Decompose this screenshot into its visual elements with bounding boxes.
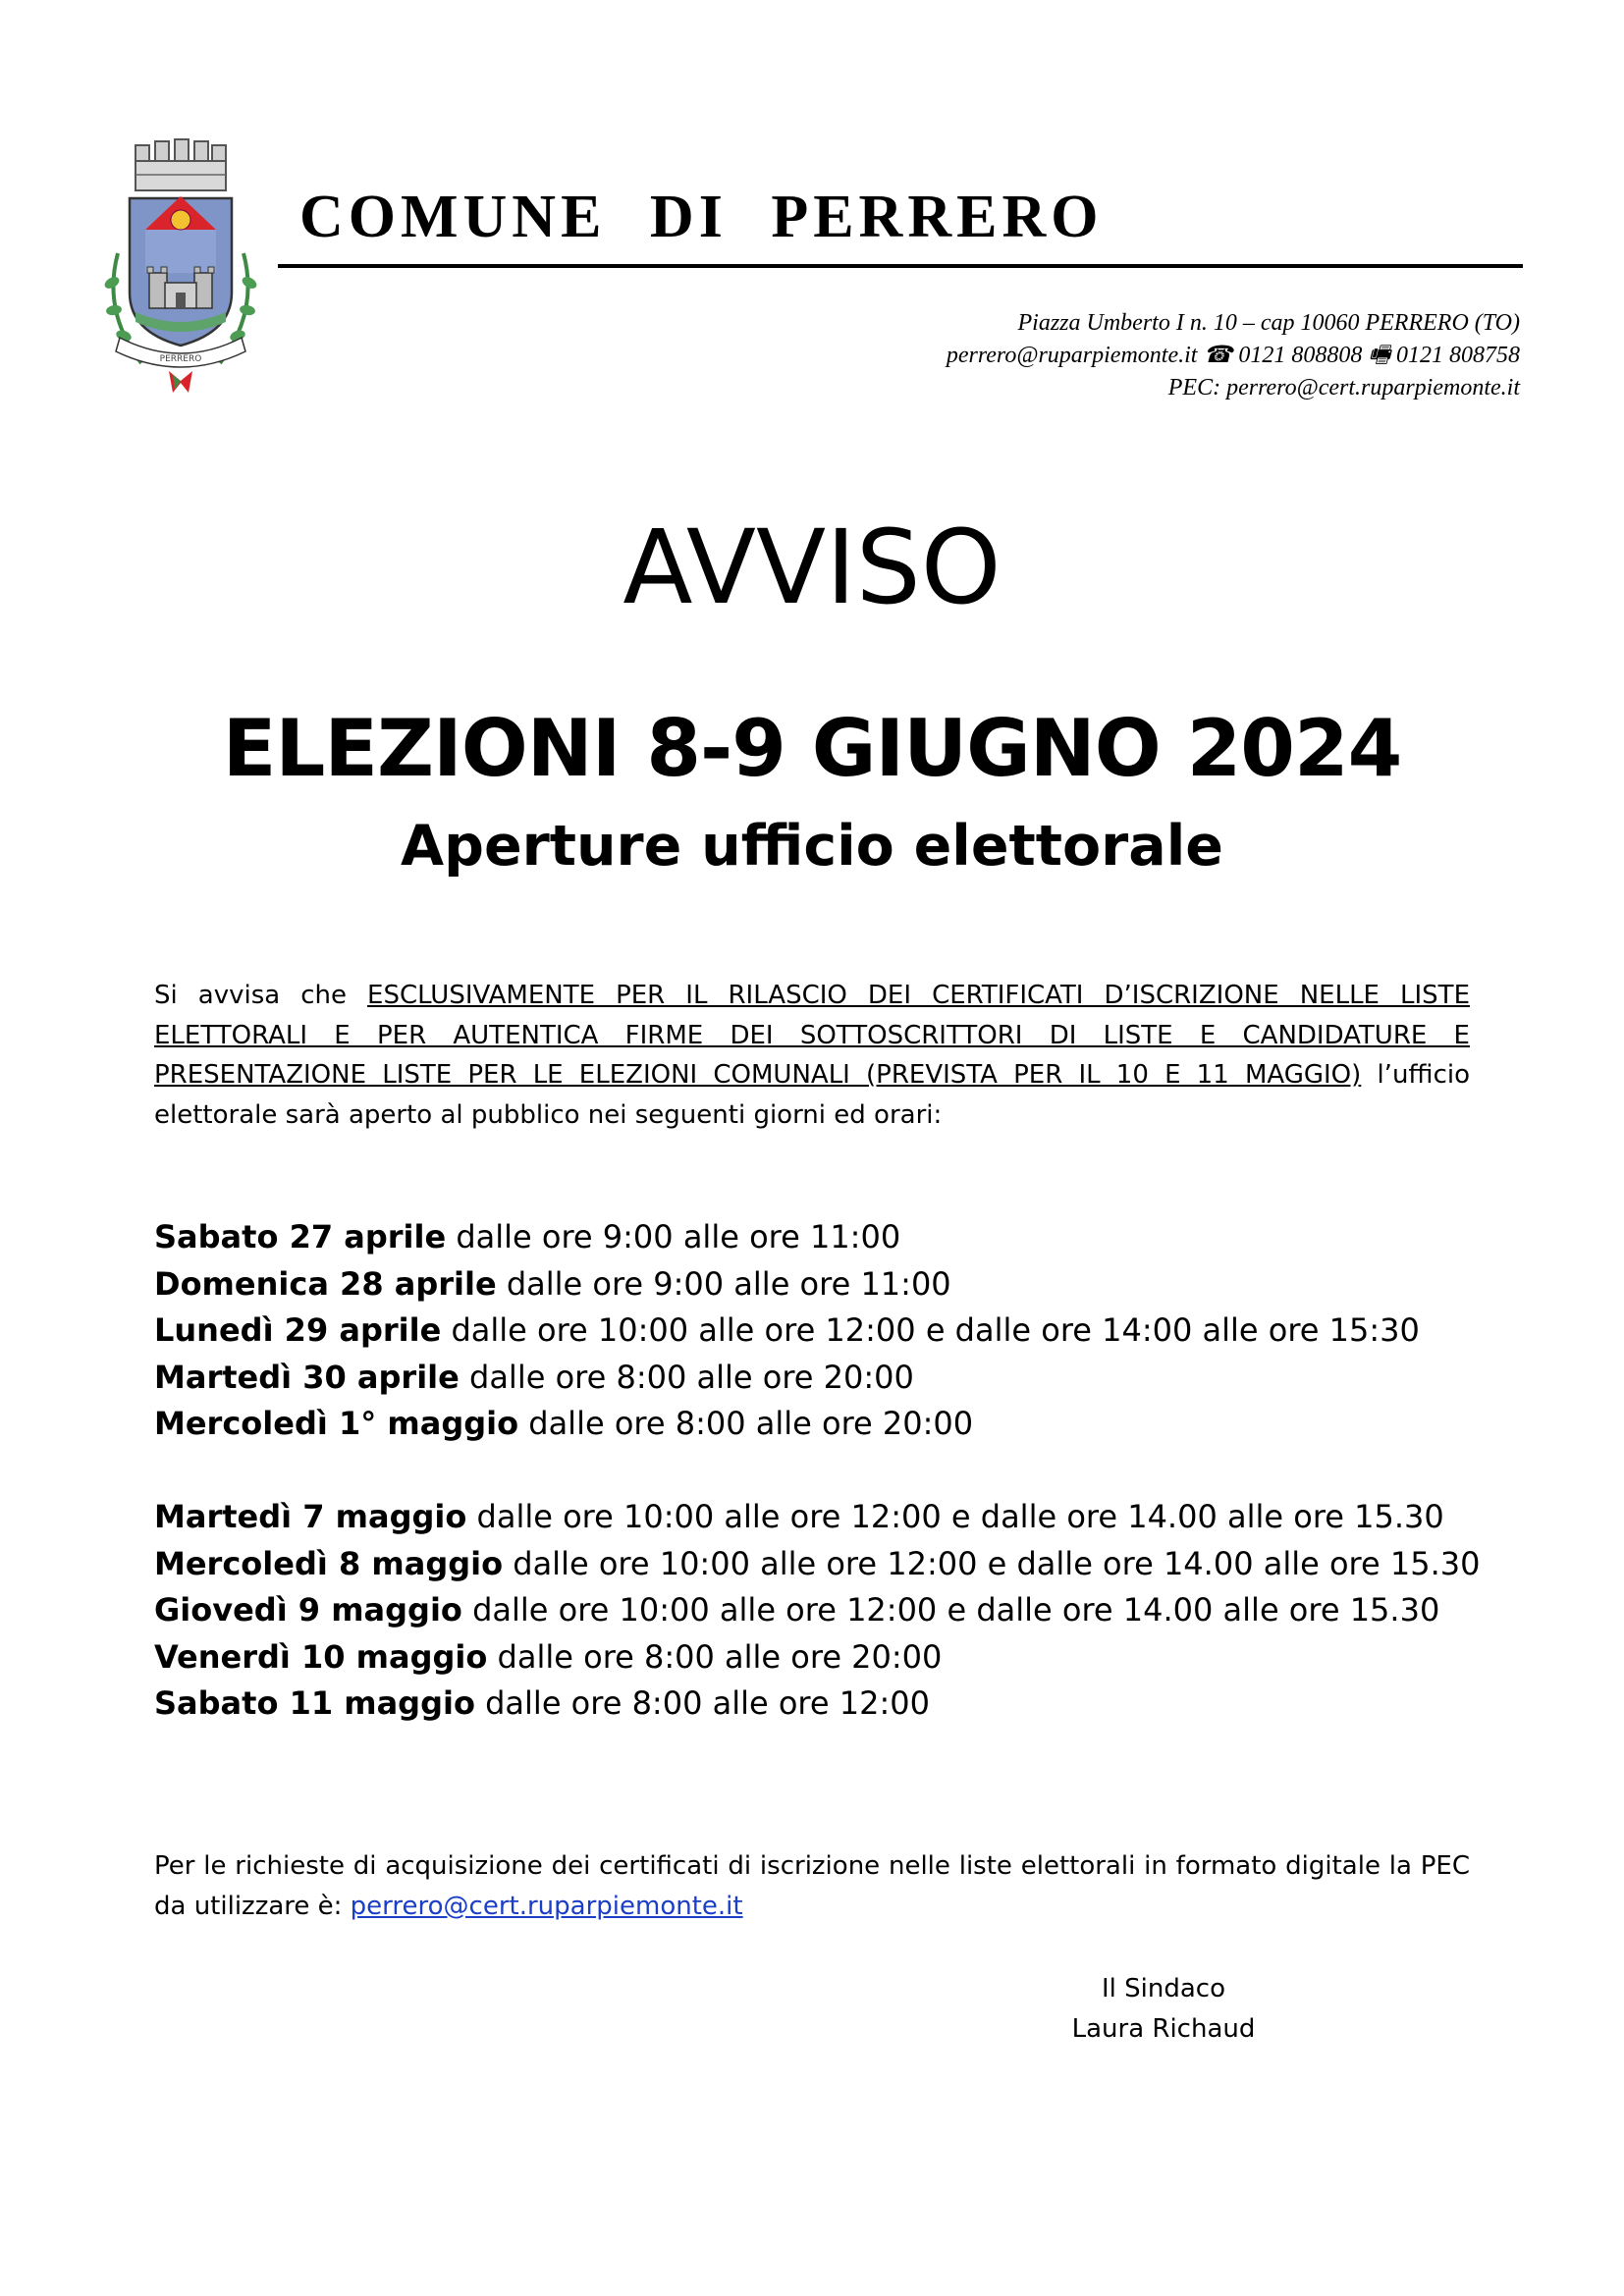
phone-icon: ☎ (1203, 343, 1233, 368)
schedule-day: Lunedì 29 aprile (154, 1311, 442, 1349)
election-headline: ELEZIONI 8-9 GIUGNO 2024 (222, 703, 1402, 794)
fax-number: 0121 808758 (1396, 343, 1520, 368)
pec-note-paragraph (154, 1846, 1470, 1927)
office-opening-subheadline: Aperture ufficio elettorale (401, 814, 1223, 879)
opening-schedule (154, 1214, 1548, 1728)
fax-icon: 🖷 (1368, 343, 1390, 368)
comune-title: COMUNE DI PERRERO (299, 184, 1104, 250)
schedule-row (154, 1634, 1548, 1682)
signature-name: Laura Richaud (1071, 2014, 1256, 2044)
phone-number: 0121 808808 (1238, 343, 1363, 368)
schedule-day: Mercoledì 1° maggio (154, 1405, 519, 1442)
schedule-row (154, 1214, 1548, 1261)
contact-line (636, 340, 1520, 372)
title-divider (278, 264, 1523, 268)
intro-underlined-text: ESCLUSIVAMENTE PER IL RILASCIO DEI CERTIFICATI D’ISCRIZIONE NELLE LISTE ELETTORALI E PER AUTENTICA FIRME DEI SOTTOSCRITTORI DI LISTE E CANDIDATURE E PRESENTAZIONE LISTE PER LE ELEZIONI COMUNALI (PREVISTA PER IL 10 E 11 MAGGIO) (154, 981, 1470, 1090)
schedule-group-gap (154, 1448, 1548, 1495)
signature-role: Il Sindaco (1101, 1974, 1225, 2003)
schedule-hours: dalle ore 8:00 alle ore 12:00 (474, 1684, 930, 1722)
schedule-hours: dalle ore 10:00 alle ore 12:00 e dalle ore 14.00 alle ore 15.30 (503, 1544, 1481, 1582)
municipal-crest-logo (84, 135, 277, 399)
schedule-day: Sabato 27 aprile (154, 1218, 447, 1255)
address-line: Piazza Umberto I n. 10 – cap 10060 PERRERO (TO) (1017, 310, 1520, 336)
schedule-hours: dalle ore 10:00 alle ore 12:00 e dalle ore 14:00 alle ore 15:30 (441, 1311, 1420, 1349)
schedule-hours: dalle ore 9:00 alle ore 11:00 (496, 1264, 951, 1303)
schedule-hours: dalle ore 8:00 alle ore 20:00 (459, 1358, 914, 1396)
schedule-hours: dalle ore 10:00 alle ore 12:00 e dalle ore 14.00 alle ore 15.30 (466, 1498, 1444, 1535)
schedule-day: Venerdì 10 maggio (154, 1637, 488, 1676)
schedule-row (154, 1308, 1548, 1355)
email-text: perrero@ruparpiemonte.it (946, 343, 1198, 368)
schedule-hours: dalle ore 8:00 alle ore 20:00 (487, 1637, 943, 1676)
schedule-hours: dalle ore 10:00 alle ore 12:00 e dalle ore 14.00 alle ore 15.30 (461, 1591, 1440, 1629)
schedule-day: Martedì 7 maggio (154, 1498, 467, 1535)
schedule-day: Mercoledì 8 maggio (154, 1544, 504, 1582)
pec-address-line: PEC: perrero@cert.ruparpiemonte.it (1167, 375, 1520, 400)
schedule-day: Domenica 28 aprile (154, 1264, 497, 1303)
schedule-row (154, 1401, 1548, 1448)
schedule-row (154, 1681, 1548, 1728)
address-block (636, 307, 1520, 404)
crest-ribbon-text: PERRERO (159, 354, 202, 364)
schedule-row (154, 1541, 1548, 1588)
schedule-day: Sabato 11 maggio (154, 1684, 475, 1722)
schedule-row (154, 1261, 1548, 1308)
schedule-row (154, 1494, 1548, 1541)
intro-lead: Si avvisa che (154, 981, 368, 1010)
schedule-row (154, 1355, 1548, 1402)
pec-note-text: Per le richieste di acquisizione dei certificati di iscrizione nelle liste elettorali in formato digitale la PEC da utilizzare è: (154, 1851, 1470, 1921)
schedule-day: Giovedì 9 maggio (154, 1591, 462, 1629)
notice-heading: AVVISO (623, 507, 1001, 627)
schedule-row (154, 1587, 1548, 1634)
intro-paragraph (154, 976, 1470, 1135)
signature-block (1021, 1969, 1306, 2050)
pec-email-link[interactable]: perrero@cert.ruparpiemonte.it (350, 1892, 743, 1921)
schedule-hours: dalle ore 8:00 alle ore 20:00 (518, 1405, 974, 1442)
intro-tail: l’ufficio elettorale sarà aperto al pubblico nei seguenti giorni ed orari: (154, 1060, 1470, 1130)
schedule-hours: dalle ore 9:00 alle ore 11:00 (446, 1218, 901, 1255)
schedule-day: Martedì 30 aprile (154, 1358, 460, 1396)
